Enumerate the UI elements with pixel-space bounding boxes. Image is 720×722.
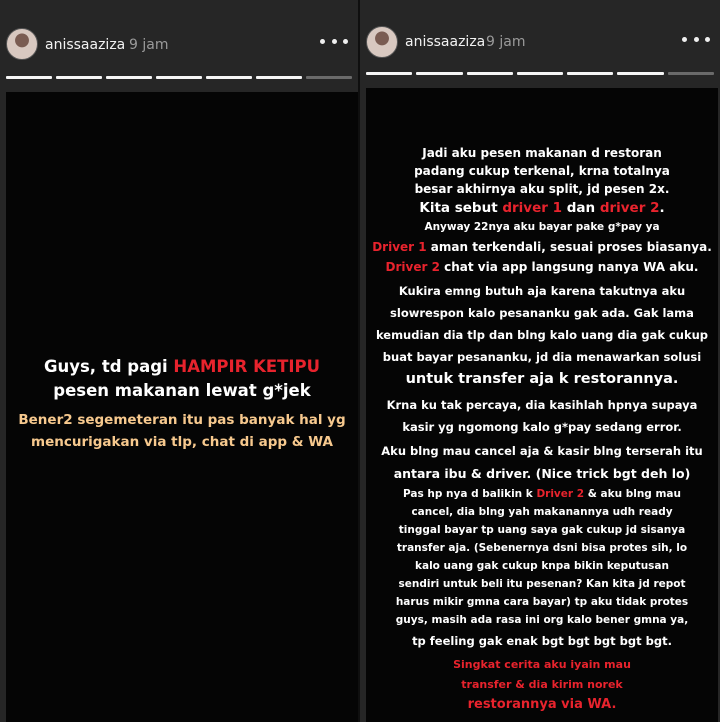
story-text-line: tp feeling gak enak bgt bgt bgt bgt bgt. [412, 634, 672, 648]
progress-segment [106, 76, 152, 79]
story-text-line [366, 260, 718, 276]
story-text-line: buat bayar pesananku, jd dia menawarkan solusi [382, 350, 702, 364]
story-text: chat via app langsung nanya WA aku. [439, 260, 699, 274]
highlight-text: HAMPIR KETIPU [173, 357, 321, 376]
avatar[interactable] [6, 28, 38, 60]
story-text: aman terkendali, sesuai proses biasanya. [426, 240, 712, 254]
story-text: dan [562, 200, 600, 216]
story-text-line: kasir yg ngomong kalo g*pay sedang error. [402, 420, 682, 434]
story-text-line: Jadi aku pesen makanan d restoran [422, 146, 662, 160]
story-text: . [659, 200, 665, 216]
story-text-line: kalo uang gak cukup knpa bikin keputusan [415, 560, 669, 572]
timestamp: 9 jam [486, 34, 526, 50]
progress-segment [366, 72, 412, 75]
story-text-line [366, 488, 718, 502]
story-text-line: Aku blng mau cancel aja & kasir blng terserah itu [381, 444, 703, 458]
story-text-line [6, 356, 358, 378]
story-text-line: harus mikir gmna cara bayar) tp aku tidak protes [395, 596, 689, 608]
story-text-line: padang cukup terkenal, krna totalnya [414, 164, 670, 178]
avatar[interactable] [366, 26, 398, 58]
story-text-line: restorannya via WA. [467, 697, 617, 712]
highlight-text: driver 1 [502, 200, 563, 216]
story-text-line [366, 200, 718, 218]
story-text-line: Singkat cerita aku iyain mau [453, 658, 631, 671]
story-text-line: pesen makanan lewat g*jek [53, 381, 311, 400]
progress-segment [206, 76, 252, 79]
highlight-text: Driver 1 [372, 240, 427, 254]
progress-segment [567, 72, 613, 75]
story-text-line: slowrespon kalo pesananku gak ada. Gak lama [390, 306, 694, 320]
timestamp: 9 jam [129, 37, 169, 53]
progress-segment [517, 72, 563, 75]
progress-segment [617, 72, 663, 75]
story-text-line: transfer & dia kirim norek [461, 678, 623, 691]
progress-segment [6, 76, 52, 79]
story-content[interactable] [366, 88, 718, 722]
story-text-line: sendiri untuk beli itu pesenan? Kan kita jd repot [398, 578, 686, 590]
story-text-line: Kukira emng butuh aja karena takutnya aku [398, 284, 686, 298]
progress-segment [256, 76, 302, 79]
username[interactable]: anissaaziza [45, 37, 126, 53]
story-text-line: transfer aja. (Sebenernya dsni bisa protes sih, lo [396, 542, 688, 554]
story-panel-right [360, 0, 720, 722]
story-progress-bar [6, 76, 352, 79]
story-text-line: Krna ku tak percaya, dia kasihlah hpnya supaya [386, 398, 698, 412]
story-text-line: untuk transfer aja k restorannya. [405, 371, 679, 387]
progress-segment [467, 72, 513, 75]
story-text-line [366, 240, 718, 256]
progress-segment [416, 72, 462, 75]
story-panel-left [0, 0, 358, 722]
story-text-line: antara ibu & driver. (Nice trick bgt deh lo) [393, 466, 691, 481]
highlight-text: Driver 2 [385, 260, 440, 274]
progress-segment [156, 76, 202, 79]
story-header [0, 0, 358, 76]
story-progress-bar [366, 72, 714, 75]
story-text: Pas hp nya d balikin k [403, 488, 537, 500]
story-text-line: guys, masih ada rasa ini org kalo bener gmna ya, [395, 614, 689, 626]
story-text: Guys, td pagi [43, 357, 174, 376]
more-options-icon[interactable] [320, 32, 348, 50]
story-text-line: cancel, dia blng yah makanannya udh ready [411, 506, 673, 518]
progress-segment [56, 76, 102, 79]
story-text-line: kemudian dia tlp dan blng kalo uang dia gak cukup [375, 328, 709, 342]
story-caption-line: mencurigakan via tlp, chat di app & WA [31, 434, 333, 450]
story-text-line: tinggal bayar tp uang saya gak cukup jd sisanya [398, 524, 686, 536]
highlight-text: driver 2 [599, 200, 660, 216]
story-header [360, 0, 720, 76]
progress-segment [668, 72, 714, 75]
story-caption-line: Bener2 segemeteran itu pas banyak hal yg [18, 412, 346, 428]
more-options-icon[interactable] [682, 30, 710, 48]
story-text: & aku blng mau [584, 488, 681, 500]
story-text: Kita sebut [419, 200, 503, 216]
story-content[interactable] [6, 92, 358, 722]
highlight-text: Driver 2 [536, 488, 585, 500]
progress-segment [306, 76, 352, 79]
username[interactable]: anissaaziza [405, 34, 486, 50]
story-text-line: besar akhirnya aku split, jd pesen 2x. [414, 182, 670, 196]
story-text-line: Anyway 22nya aku bayar pake g*pay ya [424, 221, 660, 233]
